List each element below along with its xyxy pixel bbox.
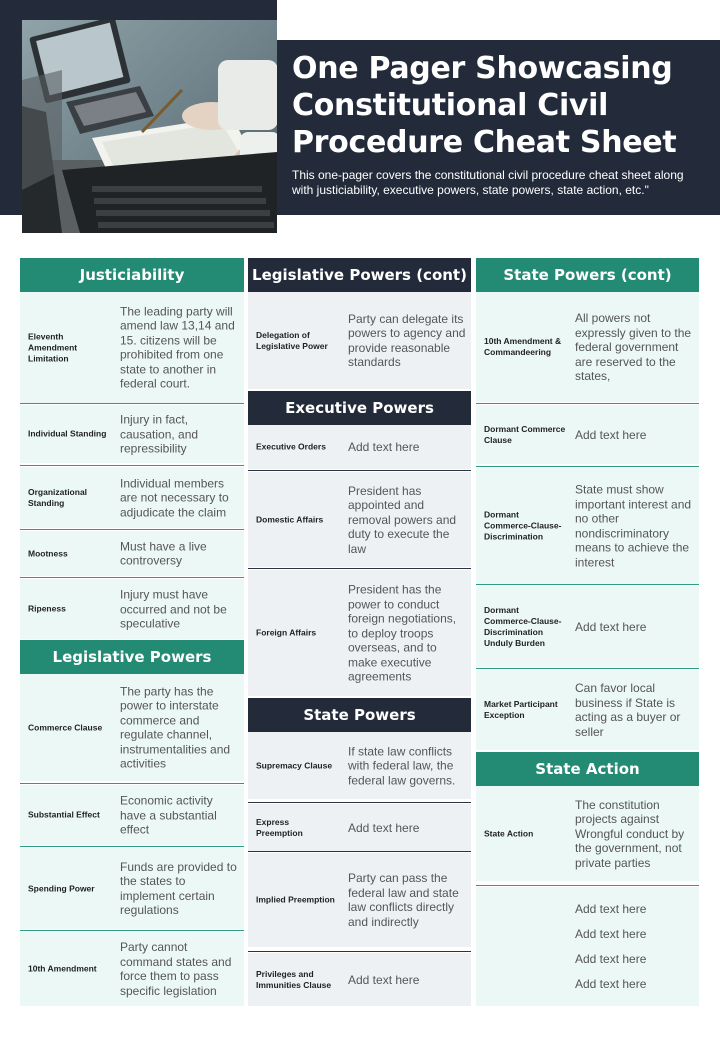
divider [20,846,244,847]
row-eleventh-amendment [20,292,244,403]
divider [248,802,471,803]
state-powers-cont-header: State Powers (cont) [476,258,699,292]
row-text: The party has the power to interstate commerce and regulate channel, instrumentalities and activities [120,684,231,771]
page-title: One Pager Showcasing Constitutional Civil Procedure Cheat Sheet [292,51,677,160]
divider [20,930,244,931]
state-powers-header: State Powers [248,698,471,732]
divider [476,668,699,669]
divider [20,465,244,466]
row-market-participant [476,670,699,750]
extra-text: Add text here [575,901,647,916]
row-text: Add text here [348,820,420,835]
row-text: Economic activity have a substantial effect [120,793,217,837]
row-10th-amendment [20,932,244,1006]
legislative-powers-cont-header: Legislative Powers (cont) [248,258,471,292]
header-photo [22,20,277,233]
row-label: Supremacy Clause [256,760,333,770]
row-text: Add text here [348,439,420,454]
state-action-header: State Action [476,752,699,786]
row-text: Add text here [575,427,647,442]
row-label: Implied Preemption [256,894,335,905]
row-text: State must show important interest and no other nondiscriminatory means to achieve the interest [575,482,692,569]
divider [476,466,699,467]
legislative-powers-header: Legislative Powers [20,640,244,674]
row-label: Individual Standing [28,428,107,439]
divider [248,568,471,569]
row-label: Market Participant Exception [484,699,558,720]
row-express-preemption [248,804,471,851]
row-organizational-standing [20,467,244,528]
row-dormant-commerce-clause [476,405,699,464]
extra-text: Add text here [575,976,647,991]
row-label: Express Preemption [256,816,303,838]
divider [476,403,699,404]
row-text: Add text here [575,619,647,634]
row-spending-power [20,848,244,929]
row-implied-preemption [248,853,471,947]
row-text: The constitution projects against Wrongful conduct by the government, not private parties [575,797,685,870]
row-text: Must have a live controversy [120,539,207,568]
divider [476,885,699,886]
divider [20,577,244,578]
row-label: Mootness [28,548,68,558]
row-label: Delegation of Legislative Power [256,329,328,351]
row-text: Funds are provided to the states to implement certain regulations [120,859,237,917]
divider [248,470,471,471]
row-text: If state law conflicts with federal law, the federal law governs. [348,743,456,787]
row-text: All powers not expressly given to the federal government are reserved to the states, [575,310,692,383]
row-text: Injury in fact, causation, and repressibility [120,412,199,456]
divider [20,529,244,530]
row-foreign-affairs [248,570,471,696]
row-state-action [476,786,699,881]
extra-text-list [575,897,695,997]
row-text: Party cannot command states and force them to pass specific legislation [120,940,232,998]
row-label: State Action [484,828,534,838]
row-label: Organizational Standing [28,486,88,508]
row-privileges-immunities [248,953,471,1006]
row-dormant-discrimination [476,468,699,584]
row-ripeness [20,579,244,639]
row-label: Dormant Commerce-Clause-Discrimination [484,509,562,542]
divider [248,951,471,952]
row-domestic-affairs [248,472,471,567]
justiciability-header: Justiciability [20,258,244,292]
row-10th-amendment-commandeering [476,292,699,402]
row-individual-standing [20,405,244,463]
divider [20,783,244,784]
row-supremacy-clause [248,732,471,799]
row-extra-texts [476,887,699,1006]
executive-powers-header: Executive Powers [248,391,471,425]
row-dormant-unduly-burden [476,586,699,667]
divider [476,584,699,585]
row-substantial-effect [20,785,244,845]
row-text: Injury must have occurred and not be speculative [120,587,227,631]
row-text: President has appointed and removal powers and duty to execute the law [348,483,457,556]
page-subtitle: This one-pager covers the constitutional civil procedure cheat sheet along with justiciability, executive powers, state powers, state action, etc." [292,168,684,197]
row-label: Dormant Commerce Clause [484,423,566,445]
extra-text: Add text here [575,926,647,941]
row-label: Spending Power [28,883,95,893]
divider [20,403,244,404]
row-label: Commerce Clause [28,722,103,732]
row-text: The leading party will amend law 13,14 and 15. citizens will be prohibited from one state to another in federal court. [120,304,235,391]
row-text: Add text here [348,972,420,987]
row-label: 10th Amendment [28,963,97,974]
row-label: Eleventh Amendment Limitation [28,331,78,363]
row-label: Domestic Affairs [256,514,324,524]
row-label: Privileges and Immunities Clause [256,968,332,990]
row-mootness [20,531,244,576]
row-text: Individual members are not necessary to adjudicate the claim [120,475,229,519]
row-delegation [248,292,471,389]
divider [248,851,471,852]
row-commerce-clause [20,674,244,781]
row-executive-orders [248,425,471,469]
row-text: Party can pass the federal law and state law conflicts directly and indirectly [348,871,459,929]
row-text: President has the power to conduct foreign negotiations, to deploy troops overseas, and to make executive agreements [348,582,457,684]
row-label: Executive Orders [256,441,326,452]
row-text: Party can delegate its powers to agency and provide reasonable standards [348,311,466,369]
row-label: Ripeness [28,603,66,614]
row-label: Substantial Effect [28,809,100,820]
extra-text: Add text here [575,951,647,966]
row-text: Can favor local business if State is acting as a buyer or seller [575,681,681,739]
row-label: Dormant Commerce-Clause-Discrimination Unduly Burden [484,604,562,648]
row-label: Foreign Affairs [256,627,317,638]
row-label: 10th Amendment & Commandeering [484,336,562,357]
